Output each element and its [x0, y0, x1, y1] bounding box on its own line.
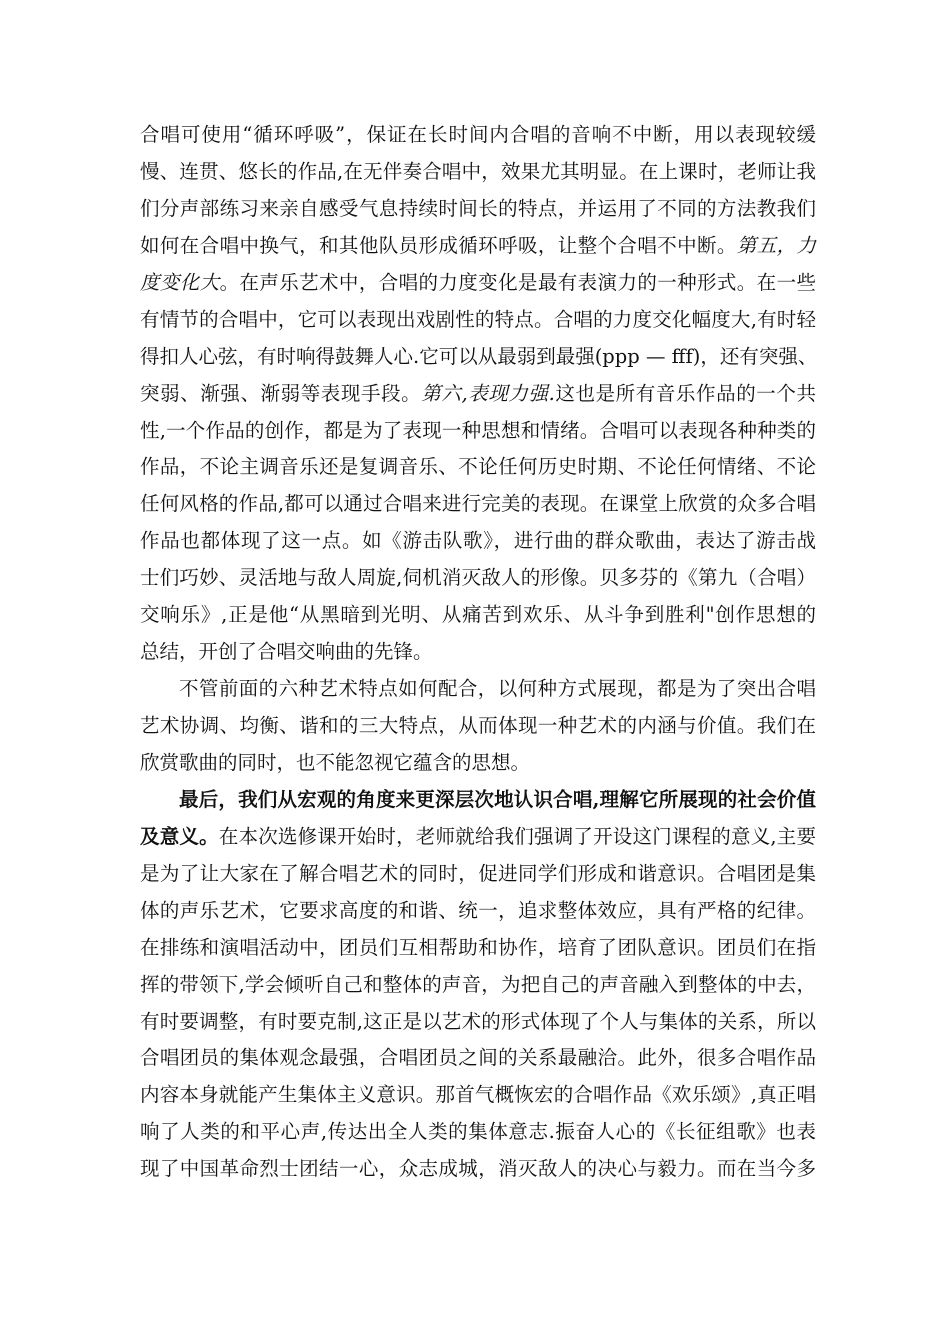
text-run: 。在声乐艺术中，合唱的力度变化是最有表演力的一种形式。在一些 [219, 270, 816, 294]
text-run: 在本次选修课开始时，老师就给我们强调了开设这门课程的意义,主要 [218, 824, 816, 848]
text-run: 艺术协调、均衡、谐和的三大特点，从而体现一种艺术的内涵与价值。我们在 [140, 714, 816, 737]
text-run: 总结，开创了合唱交响曲的先锋。 [140, 640, 433, 664]
italic-text-run: 度变化大 [140, 270, 220, 294]
text-line [140, 117, 816, 154]
text-line [140, 1077, 816, 1114]
text-run: 现了中国革命烈士团结一心，众志成城，消灭敌人的决心与毅力。而在当今多 [140, 1157, 816, 1181]
text-run: 内容本身就能产生集体主义意识。那首气概恢宏的合唱作品《欢乐颂》,真正唱 [140, 1083, 816, 1107]
text-run: 性,一个作品的创作，都是为了表现一种思想和情绪。合唱可以表现各种种类的 [140, 418, 816, 442]
text-line [140, 486, 816, 523]
text-line [140, 413, 816, 450]
text-run: 慢、连贯、悠长的作品,在无伴奏合唱中，效果尤其明显。在上课时，老师让我 [140, 159, 816, 183]
text-run: 是为了让大家在了解合唱艺术的同时，促进同学们形成和谐意识。合唱团是集 [140, 861, 816, 885]
text-line [140, 782, 816, 819]
text-run: 作品也都体现了这一点。如《游击队歌》，进行曲的群众歌曲，表达了游击战 [140, 529, 816, 553]
italic-text-run: 第六,表现力强. [421, 381, 555, 405]
italic-text-run: 第五，力 [736, 233, 816, 257]
text-line [140, 597, 816, 634]
text-run: 不管前面的六种艺术特点如何配合，以何种方式展现，都是为了突出合唱 [179, 677, 816, 701]
text-line [140, 339, 816, 376]
text-run: 们分声部练习来亲自感受气息持续时间长的特点，并运用了不同的方法教我们 [140, 196, 816, 220]
text-line [140, 449, 816, 486]
text-run: 体的声乐艺术，它要求高度的和谐、统一，追求整体效应，具有严格的纪律。 [140, 898, 816, 922]
text-line [140, 1004, 816, 1041]
text-run: 有情节的合唱中，它可以表现出戏剧性的特点。合唱的力度交化幅度大,有时轻 [140, 307, 816, 331]
text-line [140, 745, 816, 782]
bold-text-run: 最后，我们从宏观的角度来更深层次地认识合唱,理解它所展现的社会价值 [179, 787, 816, 811]
text-line [140, 967, 816, 1004]
text-line [140, 893, 816, 930]
text-run: 突弱、渐强、渐弱等表现手段。 [140, 381, 422, 405]
text-line [140, 671, 816, 708]
text-run: 挥的带领下,学会倾听自己和整体的声音，为把自己的声音融入到整体的中去， [140, 972, 816, 996]
text-run: 交响乐》,正是他“从黑暗到光明、从痛苦到欢乐、从斗争到胜利"创作思想的 [140, 603, 816, 627]
text-run: 任何风格的作品,都可以通过合唱来进行完美的表现。在课堂上欣赏的众多合唱 [140, 492, 816, 516]
text-line [140, 154, 816, 191]
text-run: 士们巧妙、灵活地与敌人周旋,伺机消灭敌人的形像。贝多芬的《第九（合唱） [140, 566, 816, 590]
text-line [140, 930, 816, 967]
text-run: 合唱团员的集体观念最强，合唱团员之间的关系最融洽。此外，很多合唱作品 [140, 1046, 816, 1070]
text-run: 合唱可使用“循环呼吸”，保证在长时间内合唱的音响不中断，用以表现较缓 [140, 123, 816, 146]
text-run: 有时要调整，有时要克制,这正是以艺术的形式体现了个人与集体的关系，所以 [140, 1009, 816, 1033]
text-line [140, 228, 816, 265]
text-line [140, 634, 816, 671]
text-line [140, 819, 816, 856]
bold-text-run: 及意义。 [140, 824, 219, 848]
text-line [140, 856, 816, 893]
text-line [140, 376, 816, 413]
text-line [140, 1114, 816, 1151]
text-line [140, 302, 816, 339]
text-run: 响了人类的和平心声,传达出全人类的集体意志.振奋人心的《长征组歌》也表 [140, 1120, 816, 1144]
document-body-text [140, 117, 816, 1188]
text-line [140, 708, 816, 745]
text-run: 如何在合唱中换气，和其他队员形成循环呼吸，让整个合唱不中断。 [140, 233, 737, 257]
text-line [140, 523, 816, 560]
text-run: 得扣人心弦，有时响得鼓舞人心.它可以从最弱到最强(ppp — fff)，还有突强、 [140, 344, 818, 368]
text-line [140, 1040, 816, 1077]
text-line [140, 560, 816, 597]
text-line [140, 1151, 816, 1188]
text-line [140, 191, 816, 228]
text-run: 在排练和演唱活动中，团员们互相帮助和协作，培育了团队意识。团员们在指 [140, 935, 816, 959]
text-run: 作品，不论主调音乐还是复调音乐、不论任何历史时期、不论任何情绪、不论 [140, 455, 816, 479]
text-line [140, 265, 816, 302]
text-run: 欣赏歌曲的同时，也不能忽视它蕴含的思想。 [140, 750, 531, 774]
text-run: 这也是所有音乐作品的一个共 [554, 381, 816, 405]
